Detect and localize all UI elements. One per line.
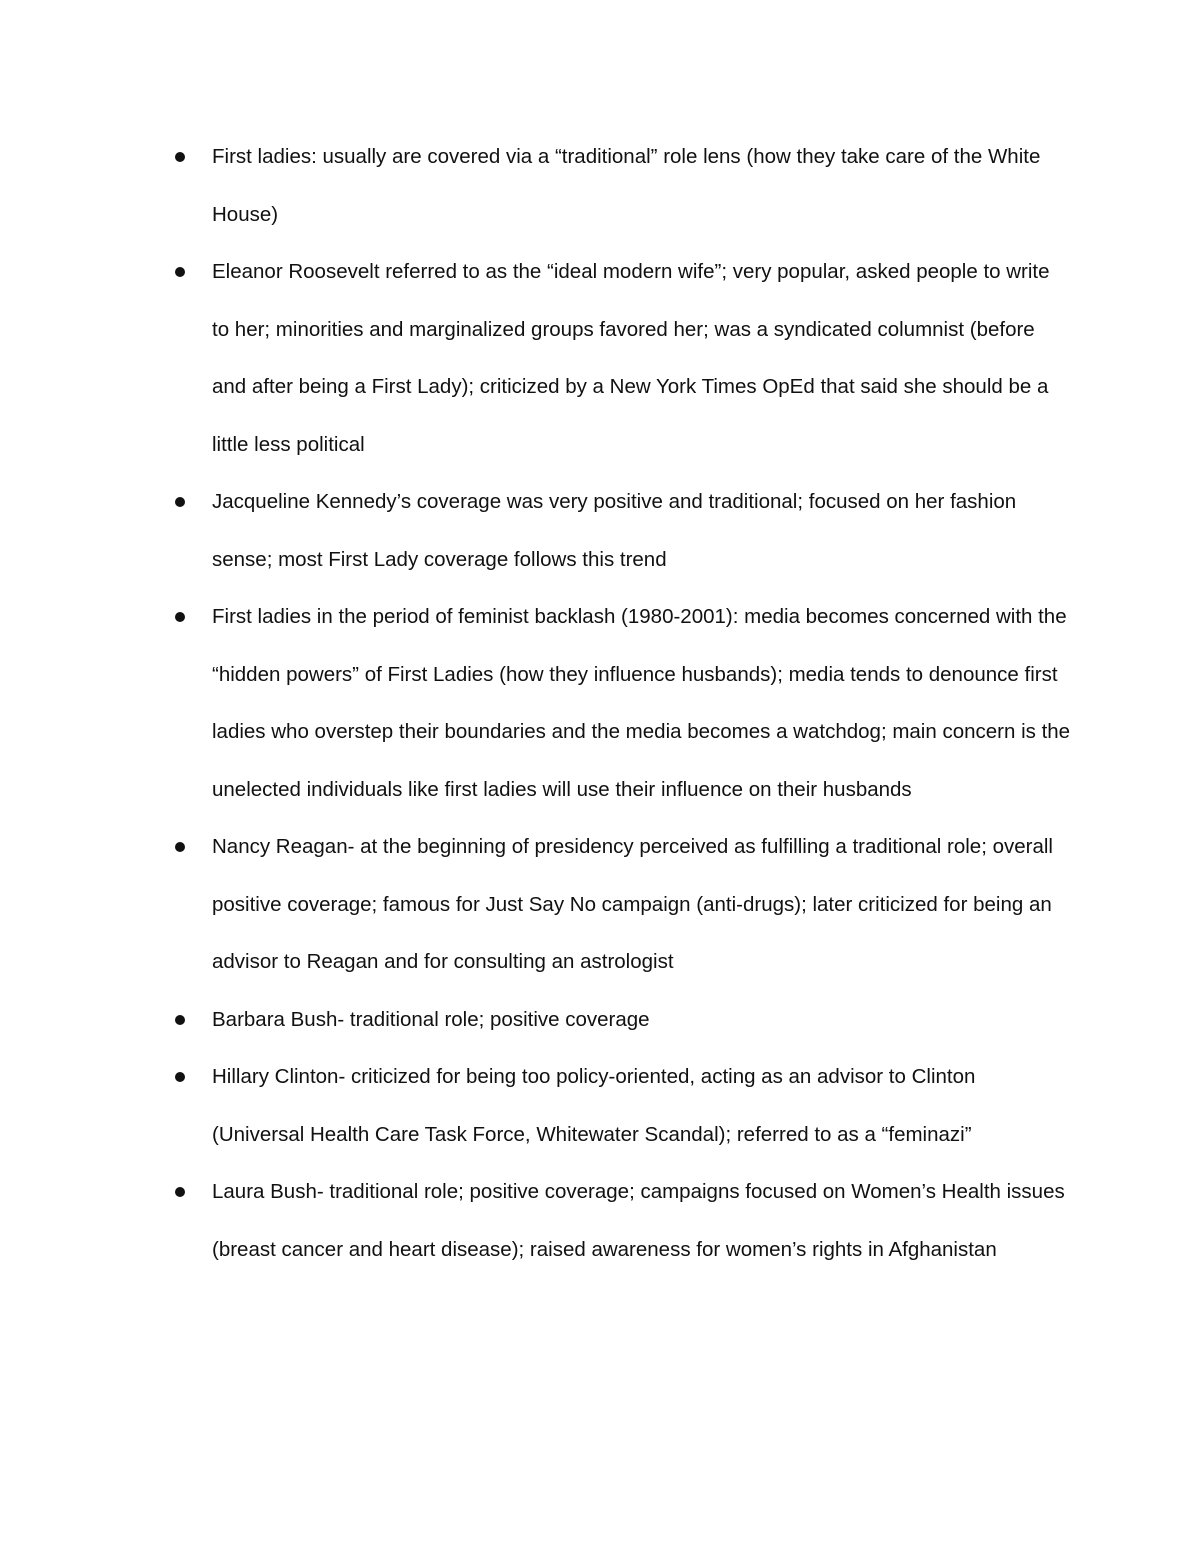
bullet-dot-icon [175,1072,185,1082]
bullet-item-jacqueline-kennedy [212,473,1072,588]
bullet-dot-icon [175,497,185,507]
bullet-item-barbara-bush [212,991,1072,1049]
bullet-dot-icon [175,1187,185,1197]
bullet-text: Laura Bush- traditional role; positive coverage; campaigns focused on Women’s Health issues (breast cancer and heart disease); raised awareness for women’s rights in Afghanistan [212,1180,1065,1261]
bullet-dot-icon [175,612,185,622]
bullet-text: Eleanor Roosevelt referred to as the “ideal modern wife”; very popular, asked people to write to her; minorities and marginalized groups favored her; was a syndicated columnist (before and after being a First Lady); criticized by a New York Times OpEd that said she should be a little less political [212,260,1050,456]
bullet-text: Barbara Bush- traditional role; positive coverage [212,1007,650,1031]
bullet-text: First ladies in the period of feminist backlash (1980-2001): media becomes concerned with the “hidden powers” of First Ladies (how they influence husbands); media tends to denounce first ladies who overstep their boundaries and the media becomes a watchdog; main concern is the unelected individuals like first ladies will use their influence on their husbands [212,605,1071,801]
notes-bullet-list [212,128,1072,1278]
bullet-dot-icon [175,267,185,277]
bullet-item-feminist-backlash [212,588,1072,818]
bullet-text: First ladies: usually are covered via a “traditional” role lens (how they take care of the White House) [212,145,1041,226]
bullet-text: Hillary Clinton- criticized for being too policy-oriented, acting as an advisor to Clinton (Universal Health Care Task Force, Whitewater Scandal); referred to as a “feminazi” [212,1065,976,1146]
bullet-dot-icon [175,842,185,852]
bullet-item-laura-bush [212,1163,1072,1278]
bullet-dot-icon [175,1015,185,1025]
bullet-item-eleanor-roosevelt [212,243,1072,473]
bullet-item-first-ladies-traditional [212,128,1072,243]
bullet-item-nancy-reagan [212,818,1072,991]
bullet-dot-icon [175,152,185,162]
bullet-item-hillary-clinton [212,1048,1072,1163]
bullet-text: Jacqueline Kennedy’s coverage was very positive and traditional; focused on her fashion sense; most First Lady coverage follows this trend [212,490,1017,571]
bullet-text: Nancy Reagan- at the beginning of presidency perceived as fulfilling a traditional role; overall positive coverage; famous for Just Say No campaign (anti-drugs); later criticized for being an advisor to Reagan and for consulting an astrologist [212,835,1053,973]
